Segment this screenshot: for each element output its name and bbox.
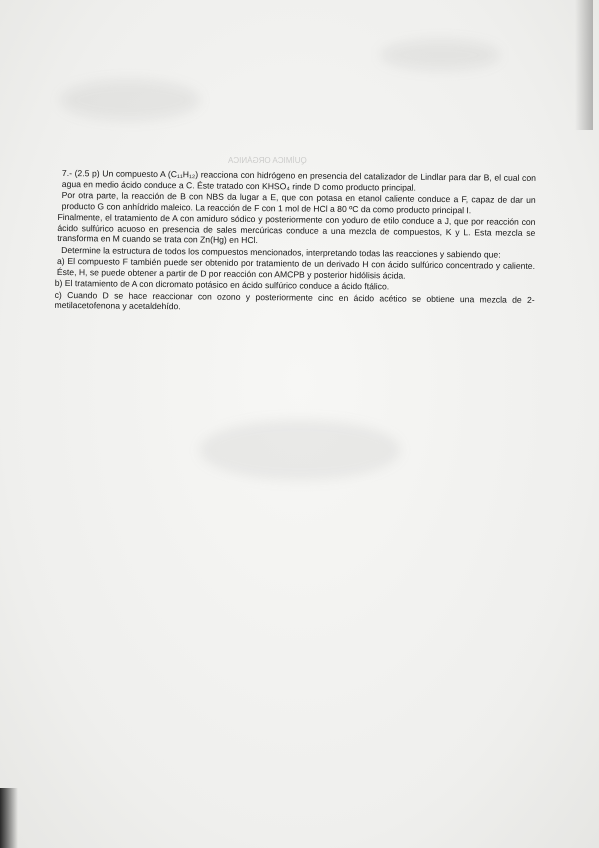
item-c: c) Cuando D se hace reaccionar con ozono y posteriormente cinc en ácido acético se obtiene una mezcla de 2-metilacetofenona y acetaldehído.: [54, 289, 535, 312]
smudge: [200, 420, 400, 480]
page-corner-shadow: [0, 788, 18, 848]
item-b: b) El tratamiento de A con dicromato potásico en ácido sulfúrico conduce a ácido ftálico.: [54, 277, 390, 292]
item-a: a) El compuesto F también puede ser obtenido por tratamiento de un derivado H con ácido sulfúrico concentrado y caliente. Éste, H, se puede obtener a partir de D por reacción con AMCPB y posterior hidólisis ácida.: [56, 255, 536, 281]
problem-text: [54, 168, 536, 316]
problem-paragraph-2: Por otra parte, la reacción de B con NBS da lugar a E, que con potasa en etanol caliente conduce a F, capaz de dar un producto G con anhídrido maleico. La reacción de F con 1 mol de HCl a 80 ºC da como producto principal I.: [61, 189, 536, 215]
show-through-header: QUÍMICA ORGÁNICA: [228, 156, 307, 165]
problem-paragraph-3: Finalmente, el tratamiento de A con amiduro sódico y posteriormente con yoduro de etilo conduce a J, que por reacción con ácido sulfúrico acuoso en presencia de sales mercúricas conduce a una mezcla de compuestos, K y L. Esta mezcla se transforma en M cuando se trata con Zn(Hg) en HCl.: [57, 211, 536, 246]
problem-points: (2.5 p): [74, 168, 103, 179]
paragraph-text: Un compuesto A (C₁₁H₁₂) reacciona con hidrógeno en presencia del catalizador de Lindlar para dar B, el cual con agua en medio ácido conduce a C. Éste tratado con KHSO₄ rinde D como producto principal.: [61, 168, 536, 193]
page-edge-shadow: [575, 0, 593, 130]
smudge: [60, 80, 200, 120]
smudge: [380, 40, 500, 70]
problem-paragraph-4: Determine la estructura de todos los compuestos mencionados, interpretando todas las reacciones y sabiendo que:: [61, 244, 501, 260]
problem-number: 7.-: [61, 168, 75, 179]
